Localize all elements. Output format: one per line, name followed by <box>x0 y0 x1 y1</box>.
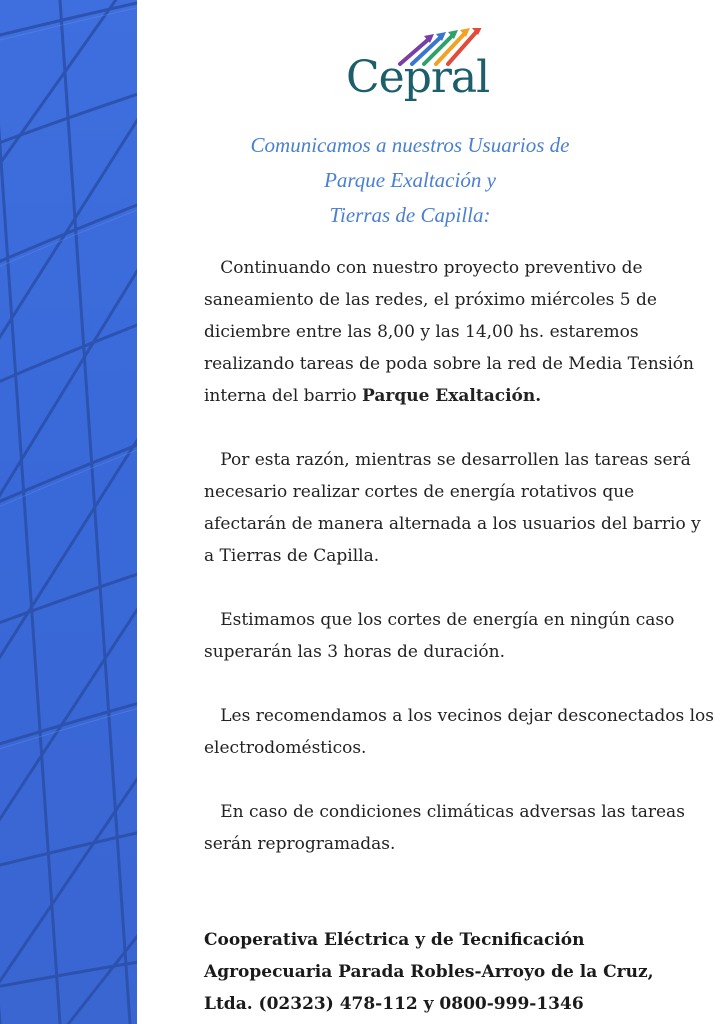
paragraph-2-text: Por esta razón, mientras se desarrollen las tareas será necesario realizar cortes de energía rotativos que afectarán de manera alternada a los usuarios del barrio y a Tierras de Capilla. <box>204 450 701 566</box>
heading-line-2: Parque Exaltación y <box>324 168 496 192</box>
paragraph-3 <box>204 604 714 668</box>
footer-line-2: Agropecuaria Parada Robles-Arroyo de la Cruz, <box>204 962 654 982</box>
paragraph-1-bold: Parque Exaltación. <box>362 386 542 406</box>
paragraph-1 <box>204 252 714 412</box>
paragraph-4-text: Les recomendamos a los vecinos dejar desconectados los electrodomésticos. <box>204 706 714 758</box>
notice-body <box>204 252 714 892</box>
paragraph-3-text: Estimamos que los cortes de energía en ningún caso superarán las 3 horas de duración. <box>204 610 675 662</box>
brand-name: Cepral <box>346 52 490 103</box>
heading-line-1: Comunicamos a nuestros Usuarios de <box>250 133 570 157</box>
paragraph-2 <box>204 444 714 572</box>
paragraph-4 <box>204 700 714 764</box>
decorative-sidebar <box>0 0 137 1024</box>
paragraph-1-text: Continuando con nuestro proyecto preventivo de saneamiento de las redes, el próximo miércoles 5 de diciembre entre las 8,00 y las 14,00 hs. estaremos realizando tareas de poda sobre la red de Media Tensión interna del barrio <box>204 258 694 406</box>
cooperative-footer <box>204 924 714 1020</box>
paragraph-5 <box>204 796 714 860</box>
footer-line-1: Cooperativa Eléctrica y de Tecnificación <box>204 930 585 950</box>
notice-heading <box>200 128 620 233</box>
paragraph-5-text: En caso de condiciones climáticas adversas las tareas serán reprogramadas. <box>204 802 685 854</box>
footer-line-3: Ltda. (02323) 478-112 y 0800-999-1346 <box>204 994 584 1014</box>
heading-line-3: Tierras de Capilla: <box>329 203 491 227</box>
geometric-lattice-pattern <box>0 0 137 1024</box>
cepral-logo <box>346 28 496 118</box>
